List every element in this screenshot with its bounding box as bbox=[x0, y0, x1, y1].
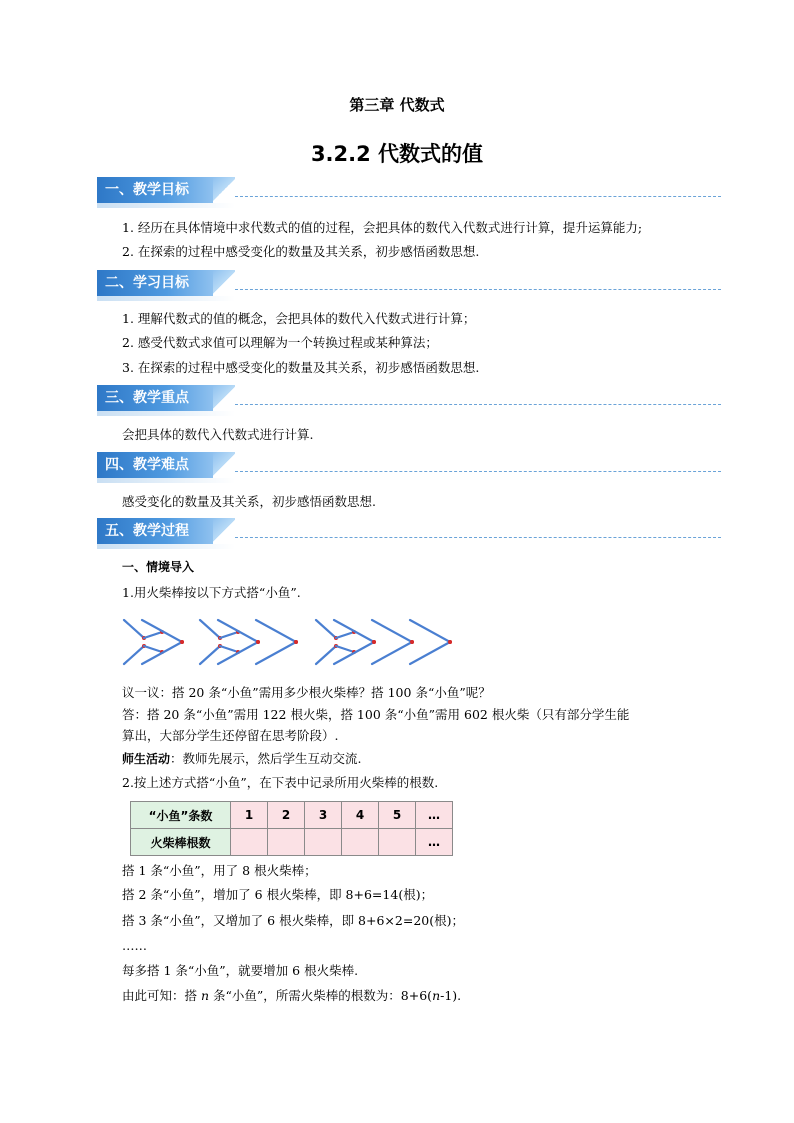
table-cell: … bbox=[416, 829, 453, 856]
table-cell: 5 bbox=[379, 802, 416, 829]
chapter-heading: 第三章 代数式 bbox=[349, 96, 445, 114]
table-row bbox=[131, 829, 453, 856]
table-cell: 2 bbox=[268, 802, 305, 829]
dashed-divider bbox=[235, 471, 721, 472]
explanation-line-3: 搭 3 条“小鱼”，又增加了 6 根火柴棒，即 8+6×2=20(根)； bbox=[122, 913, 464, 928]
answer-line-2: 算出，大部分学生还停留在思考阶段）. bbox=[122, 728, 339, 743]
conclusion-part: -1). bbox=[440, 988, 462, 1003]
section-label: 一、教学目标 bbox=[97, 177, 213, 203]
table-cell: 3 bbox=[305, 802, 342, 829]
table-cell bbox=[379, 829, 416, 856]
tab-fold-decoration bbox=[213, 452, 235, 478]
table-row bbox=[131, 802, 453, 829]
matchstick bbox=[220, 632, 238, 638]
matchstick bbox=[334, 642, 374, 664]
answer-line-1: 答：搭 20 条“小鱼”需用 122 根火柴，搭 100 条“小鱼”需用 602 根火柴（只有部分学生能 bbox=[122, 707, 630, 722]
section-teaching-goals bbox=[97, 177, 721, 209]
matchstick bbox=[218, 620, 258, 642]
matchstick-fish-3 bbox=[312, 612, 462, 672]
section-difficulty bbox=[97, 452, 721, 484]
section-label: 三、教学重点 bbox=[97, 385, 213, 411]
tab-fold-decoration bbox=[213, 385, 235, 411]
table-cell bbox=[231, 829, 268, 856]
explanation-line-4: 每多搭 1 条“小鱼”，就要增加 6 根火柴棒. bbox=[122, 963, 359, 978]
matchstick bbox=[124, 646, 144, 664]
tab-shadow bbox=[97, 411, 235, 416]
matchstick bbox=[410, 620, 450, 642]
page-title: 3.2.2 代数式的值 bbox=[310, 142, 484, 166]
teaching-goal-2: 2. 在探索的过程中感受变化的数量及其关系，初步感悟函数思想. bbox=[122, 244, 480, 259]
section-label: 五、教学过程 bbox=[97, 518, 213, 544]
tab-shadow bbox=[97, 478, 235, 483]
match-head bbox=[410, 640, 414, 644]
learning-goal-1: 1. 理解代数式的值的概念，会把具体的数代入代数式进行计算； bbox=[122, 311, 476, 326]
section-label: 四、教学难点 bbox=[97, 452, 213, 478]
tab-fold-decoration bbox=[213, 518, 235, 544]
matchstick bbox=[372, 642, 412, 664]
learning-goal-3: 3. 在探索的过程中感受变化的数量及其关系，初步感悟函数思想. bbox=[122, 360, 480, 375]
matchstick bbox=[200, 620, 220, 638]
tab-shadow bbox=[97, 544, 235, 549]
difficulty-text: 感受变化的数量及其关系，初步感悟函数思想. bbox=[122, 494, 376, 509]
matchstick bbox=[200, 646, 220, 664]
ellipsis-line: …… bbox=[122, 938, 147, 953]
match-head bbox=[448, 640, 452, 644]
table-header-cell: “小鱼”条数 bbox=[131, 802, 231, 829]
dashed-divider bbox=[235, 404, 721, 405]
subsection-heading: 一、情境导入 bbox=[122, 560, 195, 574]
section-label: 二、学习目标 bbox=[97, 270, 213, 296]
tab-shadow bbox=[97, 203, 235, 208]
matchstick bbox=[124, 620, 144, 638]
activity-label: 师生活动 bbox=[122, 752, 171, 766]
matchstick bbox=[372, 620, 412, 642]
table-cell: 1 bbox=[231, 802, 268, 829]
match-head bbox=[294, 640, 298, 644]
section-process bbox=[97, 518, 721, 550]
table-cell: … bbox=[416, 802, 453, 829]
table-cell bbox=[342, 829, 379, 856]
conclusion-part: 由此可知：搭 bbox=[122, 988, 201, 1003]
match-head bbox=[180, 640, 184, 644]
table-cell: 4 bbox=[342, 802, 379, 829]
matchstick bbox=[410, 642, 450, 664]
conclusion-part: 条“小鱼”，所需火柴棒的根数为：8+6( bbox=[209, 988, 433, 1003]
tab-fold-decoration bbox=[213, 177, 235, 203]
section-learning-goals bbox=[97, 270, 721, 302]
matchstick bbox=[142, 620, 182, 642]
matchstick bbox=[334, 620, 374, 642]
explanation-line-1: 搭 1 条“小鱼”，用了 8 根火柴棒； bbox=[122, 863, 317, 878]
discussion-question: 议一议：搭 20 条“小鱼”需用多少根火柴棒？搭 100 条“小鱼”呢？ bbox=[122, 685, 491, 700]
matchstick bbox=[256, 620, 296, 642]
tab-shadow bbox=[97, 296, 235, 301]
matchstick-fish-1 bbox=[120, 612, 190, 672]
learning-goal-2: 2. 感受代数式求值可以理解为一个转换过程或某种算法； bbox=[122, 335, 438, 350]
matchstick-fish-2 bbox=[196, 612, 306, 672]
dashed-divider bbox=[235, 537, 721, 538]
matchstick bbox=[144, 632, 162, 638]
teaching-goal-1: 1. 经历在具体情境中求代数式的值的过程，会把具体的数代入代数式进行计算，提升运算能力; bbox=[122, 220, 643, 235]
explanation-line-2: 搭 2 条“小鱼”，增加了 6 根火柴棒，即 8+6=14(根)； bbox=[122, 887, 434, 902]
matchstick bbox=[316, 646, 336, 664]
matchstick bbox=[316, 620, 336, 638]
table-cell bbox=[268, 829, 305, 856]
tab-fold-decoration bbox=[213, 270, 235, 296]
dashed-divider bbox=[235, 196, 721, 197]
section-key-point bbox=[97, 385, 721, 417]
table-cell bbox=[305, 829, 342, 856]
conclusion-line bbox=[122, 987, 461, 1004]
key-point-text: 会把具体的数代入代数式进行计算. bbox=[122, 427, 314, 442]
teacher-student-activity bbox=[122, 750, 362, 768]
matchstick bbox=[256, 642, 296, 664]
matchstick bbox=[142, 642, 182, 664]
matchstick bbox=[220, 646, 238, 652]
matchstick bbox=[336, 646, 354, 652]
matchstick bbox=[144, 646, 162, 652]
dashed-divider bbox=[235, 289, 721, 290]
matchstick bbox=[218, 642, 258, 664]
variable-n: n bbox=[200, 988, 210, 1003]
variable-n: n bbox=[432, 988, 441, 1003]
paragraph-2: 2.按上述方式搭“小鱼”，在下表中记录所用火柴棒的根数. bbox=[122, 775, 439, 790]
matchstick-table bbox=[130, 801, 453, 856]
matchstick bbox=[336, 632, 354, 638]
activity-text: ：教师先展示，然后学生互动交流. bbox=[170, 751, 362, 766]
match-head bbox=[372, 640, 376, 644]
paragraph-1: 1.用火柴棒按以下方式搭“小鱼”. bbox=[122, 585, 301, 600]
match-head bbox=[256, 640, 260, 644]
table-header-cell: 火柴棒根数 bbox=[131, 829, 231, 856]
